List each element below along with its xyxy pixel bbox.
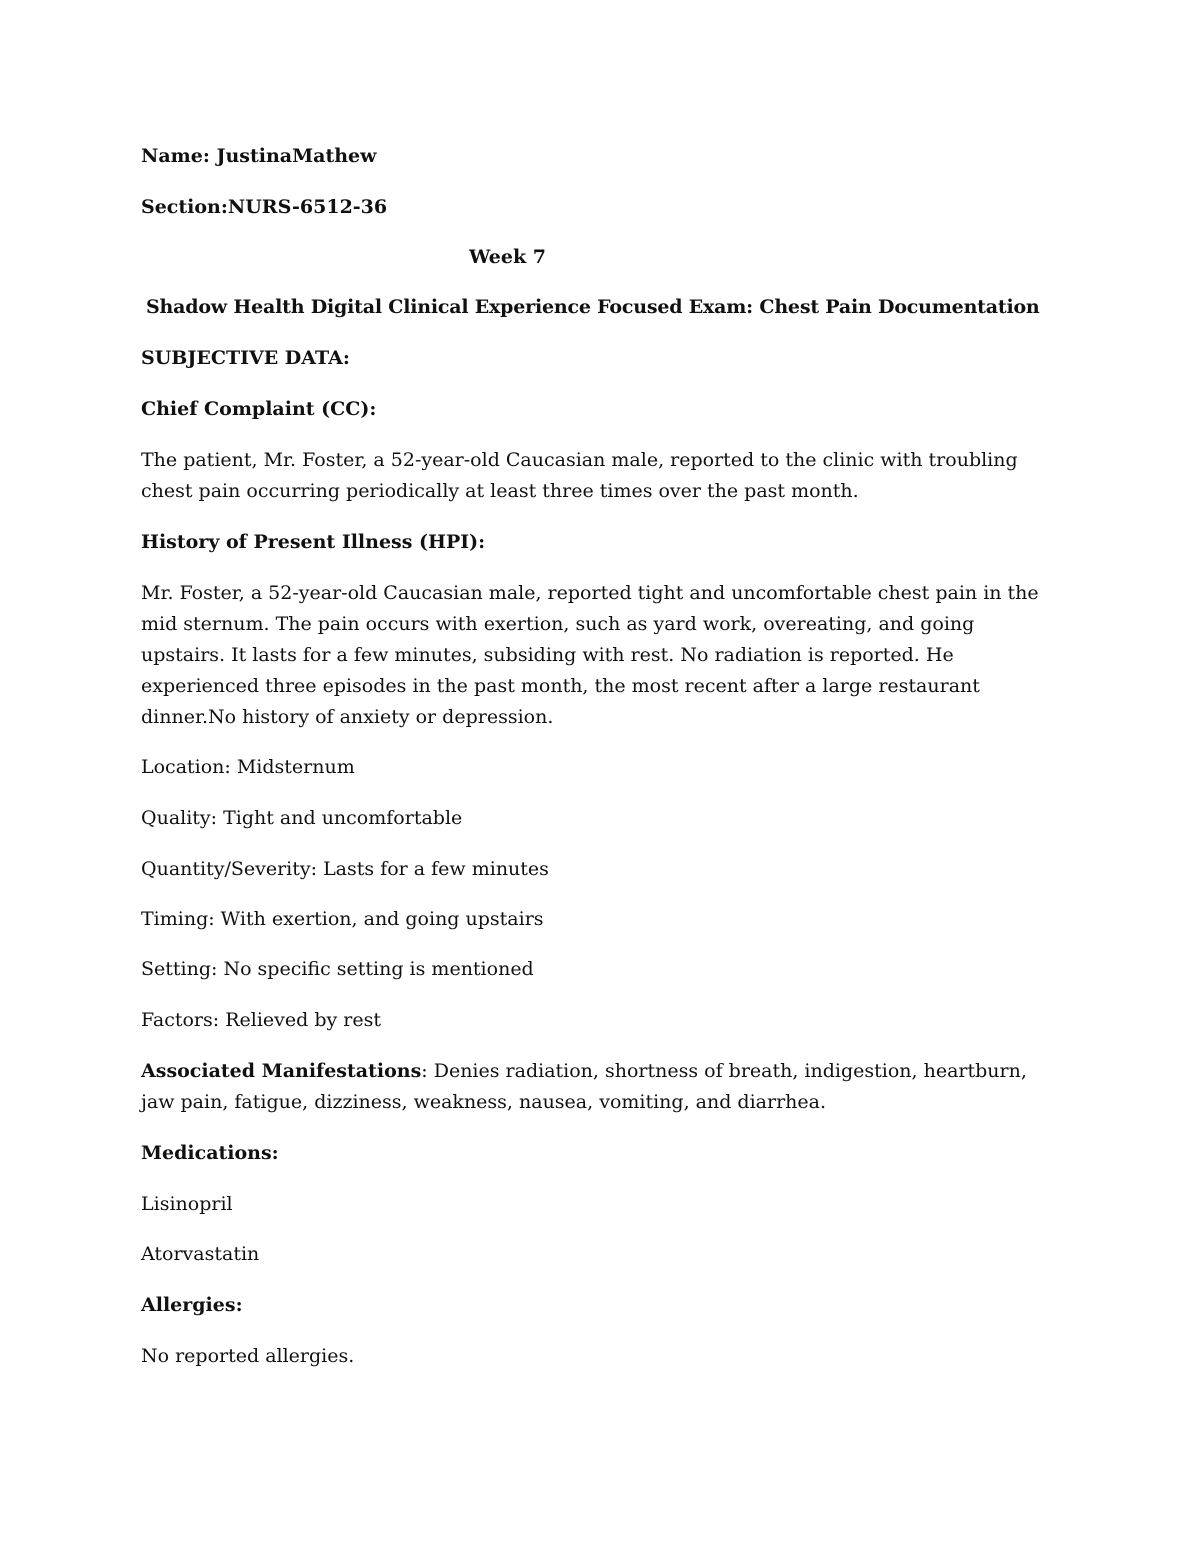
factors-line: Factors: Relieved by rest	[141, 1009, 381, 1031]
associated-manifestations-text: : Denies radiation, shortness of breath, indigestion, heartburn, jaw pain, fatigue, dizziness, weakness, nausea, vomiting, and diarrhea.	[141, 1060, 1027, 1113]
location-line: Location: Midsternum	[141, 756, 355, 778]
associated-manifestations-label: Associated Manifestations	[141, 1060, 422, 1082]
subjective-data-heading: SUBJECTIVE DATA:	[141, 347, 350, 369]
timing-line: Timing: With exertion, and going upstairs	[141, 908, 544, 930]
quantity-line: Quantity/Severity: Lasts for a few minutes	[141, 858, 549, 880]
hpi-text: Mr. Foster, a 52-year-old Caucasian male, reported tight and uncomfortable chest pain in the mid sternum. The pain occurs with exertion, such as yard work, overeating, and going upstairs. It lasts for a few minutes, subsiding with rest. No radiation is reported. He experienced three episodes in the past month, the most recent after a large restaurant dinner.No history of anxiety or depression.	[141, 582, 1039, 728]
quality-line: Quality: Tight and uncomfortable	[141, 807, 463, 829]
chief-complaint-heading: Chief Complaint (CC):	[141, 398, 377, 420]
course-section: Section:NURS-6512-36	[141, 196, 388, 218]
associated-manifestations	[141, 1056, 1061, 1118]
allergies-heading: Allergies:	[141, 1294, 243, 1316]
chief-complaint-text: The patient, Mr. Foster, a 52-year-old Caucasian male, reported to the clinic with troubling chest pain occurring periodically at least three times over the past month.	[141, 449, 1018, 502]
allergies-text: No reported allergies.	[141, 1345, 355, 1367]
student-name: Name: JustinaMathew	[141, 145, 377, 167]
week-label: Week 7	[469, 246, 546, 268]
hpi-heading: History of Present Illness (HPI):	[141, 531, 486, 553]
setting-line: Setting: No specific setting is mentioned	[141, 958, 534, 980]
medications-heading: Medications:	[141, 1142, 279, 1164]
medication-item: Lisinopril	[141, 1193, 233, 1215]
medication-item: Atorvastatin	[141, 1243, 260, 1265]
document-title: Shadow Health Digital Clinical Experience Focused Exam: Chest Pain Documentation	[146, 296, 1040, 318]
